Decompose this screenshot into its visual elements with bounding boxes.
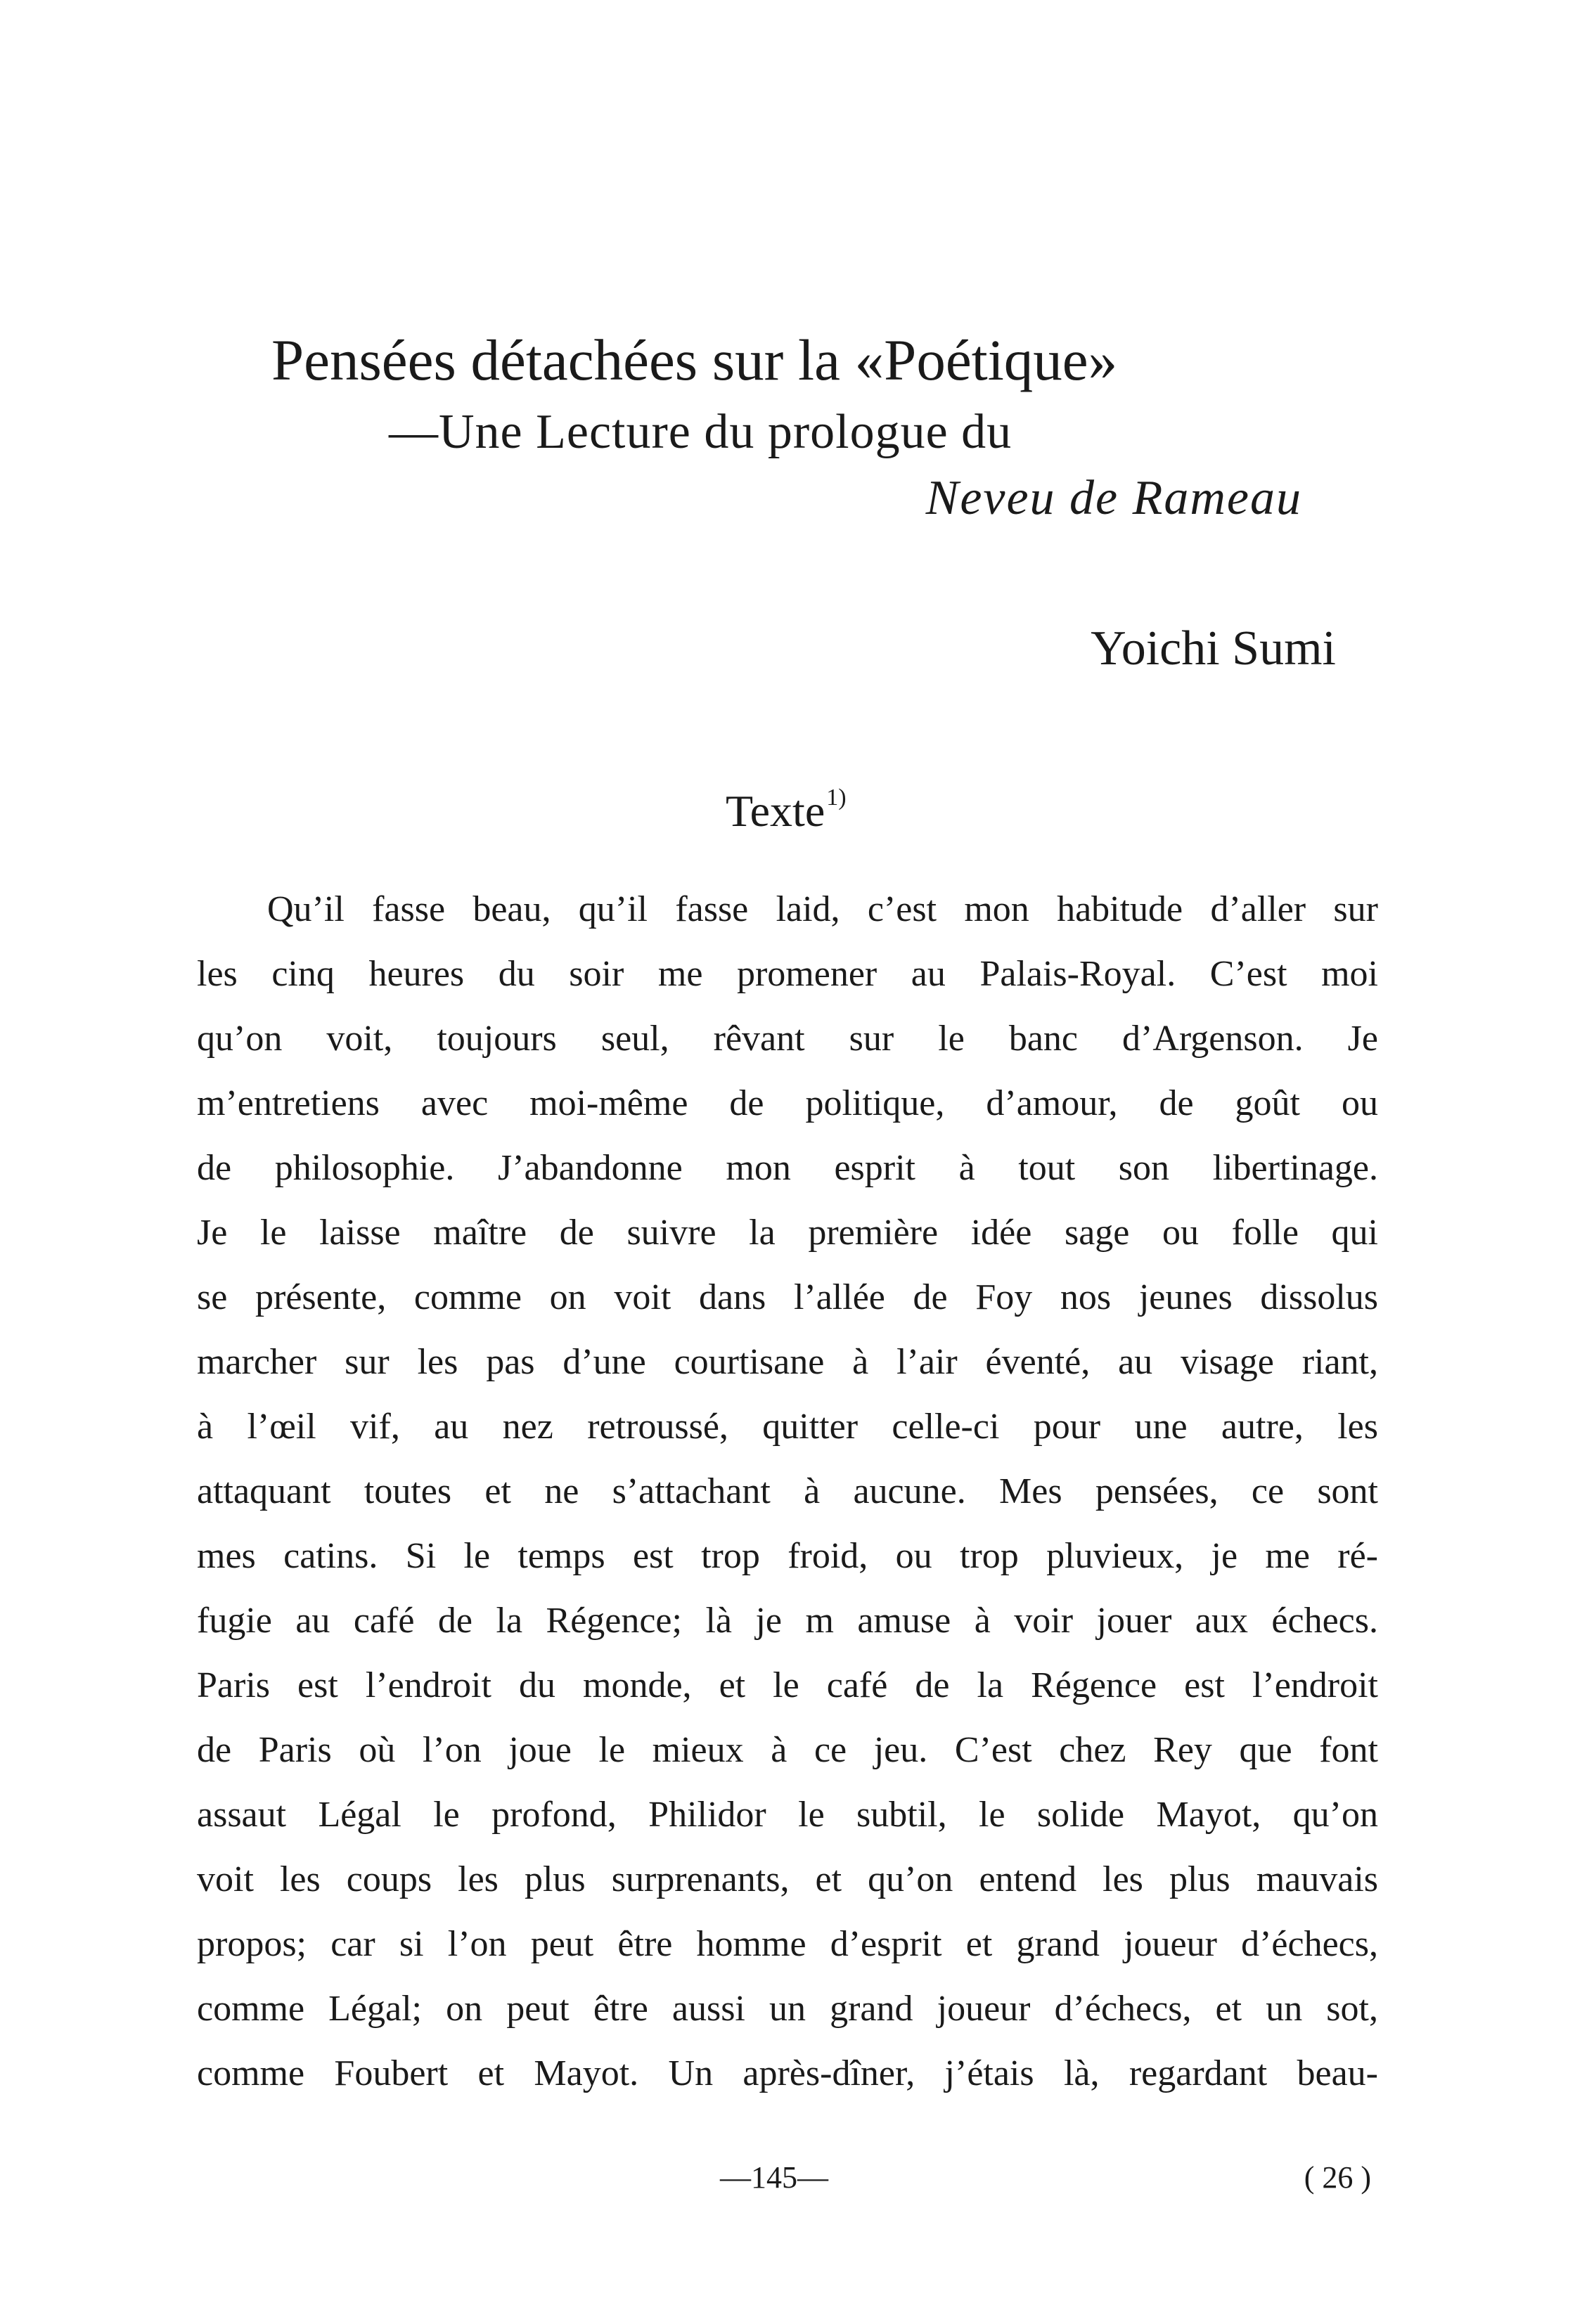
section-heading-text: Texte — [726, 786, 825, 836]
body-line: de Paris où l’on joue le mieux à ce jeu. C’est chez Rey que font — [197, 1730, 1378, 1770]
body-line: les cinq heures du soir me promener au Palais-Royal. C’est moi — [197, 954, 1378, 994]
body-line: à l’œil vif, au nez retroussé, quitter celle-ci pour une autre, les — [197, 1407, 1378, 1447]
body-line: qu’on voit, toujours seul, rêvant sur le banc d’Argenson. Je — [197, 1019, 1378, 1059]
article-subtitle-line-1: —Une Lecture du prologue du — [389, 405, 1012, 459]
body-line: Qu’il fasse beau, qu’il fasse laid, c’est mon habitude d’aller sur — [267, 889, 1378, 929]
body-line: fugie au café de la Régence; là je m amuse à voir jouer aux échecs. — [197, 1601, 1378, 1641]
body-line: assaut Légal le profond, Philidor le subtil, le solide Mayot, qu’on — [197, 1795, 1378, 1835]
body-text — [197, 877, 1378, 2106]
section-heading — [726, 783, 847, 847]
article-subtitle-line-2: Neveu de Rameau — [925, 471, 1302, 525]
body-line: comme Légal; on peut être aussi un grand joueur d’échecs, et un sot, — [197, 1989, 1378, 2029]
body-line: Je le laisse maître de suivre la première idée sage ou folle qui — [197, 1213, 1378, 1253]
body-line: mes catins. Si le temps est trop froid, ou trop pluvieux, je me ré- — [197, 1536, 1378, 1576]
body-line: marcher sur les pas d’une courtisane à l’air éventé, au visage riant, — [197, 1342, 1378, 1382]
body-line: propos; car si l’on peut être homme d’esprit et grand joueur d’échecs, — [197, 1924, 1378, 1964]
body-line: se présente, comme on voit dans l’allée de Foy nos jeunes dissolus — [197, 1277, 1378, 1317]
body-line: m’entretiens avec moi-même de politique, d’amour, de goût ou — [197, 1083, 1378, 1123]
author-name: Yoichi Sumi — [1091, 621, 1336, 676]
body-line: comme Foubert et Mayot. Un après-dîner, j’étais là, regardant beau- — [197, 2053, 1378, 2093]
body-line: attaquant toutes et ne s’attachant à aucune. Mes pensées, ce sont — [197, 1471, 1378, 1511]
body-line: de philosophie. J’abandonne mon esprit à tout son libertinage. — [197, 1148, 1378, 1188]
footnote-reference: 1) — [826, 785, 847, 811]
body-line: voit les coups les plus surprenants, et qu’on entend les plus mauvais — [197, 1859, 1378, 1899]
body-line: Paris est l’endroit du monde, et le café de la Régence est l’endroit — [197, 1665, 1378, 1705]
article-title: Pensées détachées sur la «Poétique» — [271, 328, 1118, 392]
page-number: —145— — [720, 2160, 828, 2195]
page-reference: ( 26 ) — [1304, 2160, 1371, 2195]
